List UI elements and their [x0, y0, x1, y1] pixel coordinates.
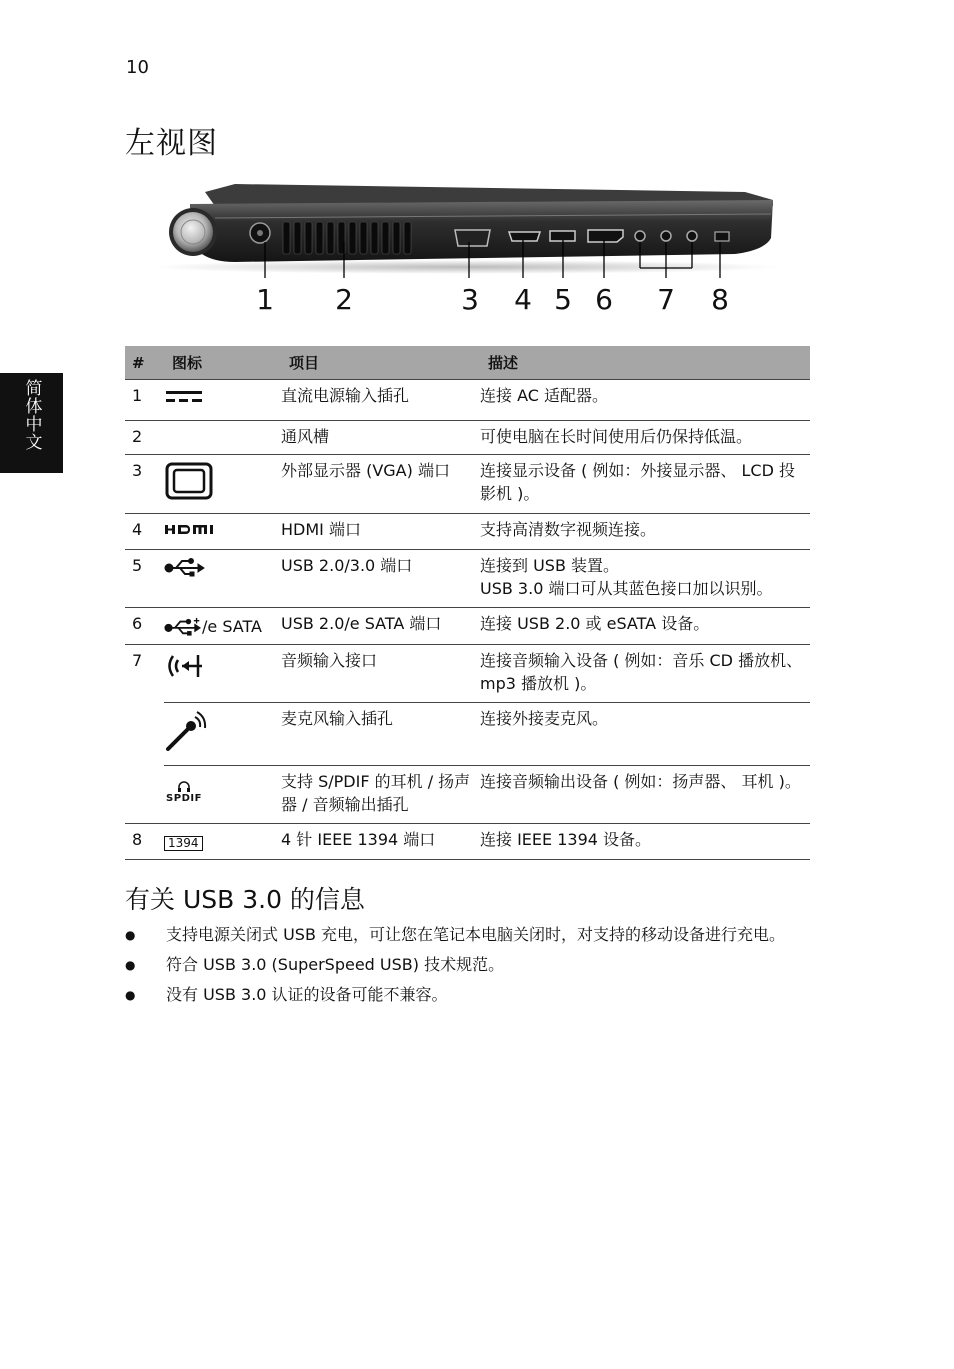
- row-number: [125, 703, 164, 766]
- callout-1: 1: [256, 283, 274, 316]
- table-row: [125, 380, 810, 421]
- row-description: 连接音频输出设备 ( 例如：扬声器、 耳机 )。: [480, 766, 810, 824]
- page-number: 10: [126, 57, 149, 78]
- row-description: 连接音频输入设备 ( 例如：音乐 CD 播放机、 mp3 播放机 )。: [480, 645, 810, 703]
- row-number: 5: [125, 550, 164, 608]
- row-description: 连接 USB 2.0 或 eSATA 设备。: [480, 608, 810, 645]
- table-row: [125, 455, 810, 514]
- row-number: 6: [125, 608, 164, 645]
- row-description: 连接 AC 适配器。: [480, 380, 810, 421]
- row-item: 通风槽: [281, 421, 480, 455]
- row-number: 8: [125, 824, 164, 860]
- callout-3: 3: [461, 283, 479, 316]
- row-item: 音频输入接口: [281, 645, 480, 703]
- side-tab-label: 简体中文: [21, 379, 42, 451]
- row-item: 4 针 IEEE 1394 端口: [281, 824, 480, 860]
- callout-8: 8: [711, 283, 729, 316]
- row-item: USB 2.0/e SATA 端口: [281, 608, 480, 645]
- row-number: 3: [125, 455, 164, 514]
- esata-icon-label: /e SATA: [202, 617, 262, 636]
- callout-4: 4: [514, 283, 532, 316]
- row-description: 支持高清数字视频连接。: [480, 514, 810, 550]
- header-number: #: [125, 346, 164, 380]
- row-number: 2: [125, 421, 164, 455]
- header-description: 描述: [480, 346, 810, 380]
- usb-esata-icon: [164, 617, 202, 637]
- row-item: HDMI 端口: [281, 514, 480, 550]
- callout-2: 2: [335, 283, 353, 316]
- table-row: [125, 608, 810, 645]
- list-item: ● 符合 USB 3.0 (SuperSpeed USB) 技术规范。: [125, 952, 815, 978]
- row-description: 连接到 USB 装置。: [480, 556, 620, 575]
- language-side-tab: [0, 373, 63, 473]
- header-icon: 图标: [164, 346, 281, 380]
- row-description: 连接显示设备 ( 例如：外接显示器、 LCD 投影机 )。: [480, 455, 810, 514]
- row-number: 7: [132, 651, 143, 670]
- row-item: 麦克风输入插孔: [281, 703, 480, 766]
- row-number: 4: [125, 514, 164, 550]
- port-callout-numbers: [0, 283, 954, 323]
- callout-5: 5: [554, 283, 572, 316]
- callout-7: 7: [657, 283, 675, 316]
- callout-6: 6: [595, 283, 613, 316]
- table-row: [125, 514, 810, 550]
- audio-in-icon: [164, 651, 206, 681]
- row-item: 直流电源输入插孔: [281, 380, 480, 421]
- table-header-row: [125, 346, 810, 380]
- headphone-spdif-icon: [164, 772, 204, 805]
- row-description: 可使电脑在长时间使用后仍保持低温。: [480, 421, 810, 455]
- row-description: 连接外接麦克风。: [480, 703, 810, 766]
- usb3-info-title: 有关 USB 3.0 的信息: [125, 885, 365, 914]
- list-item: ● 支持电源关闭式 USB 充电，可让您在笔记本电脑关闭时，对支持的移动设备进行充电。: [125, 922, 815, 948]
- headphone-icon: [177, 780, 191, 792]
- vga-monitor-icon: [164, 461, 214, 501]
- usb3-info-list: [125, 922, 815, 1012]
- usb-icon: [164, 556, 206, 578]
- table-row: [125, 824, 810, 860]
- row-item: 外部显示器 (VGA) 端口: [281, 455, 480, 514]
- ports-table: [125, 346, 810, 860]
- ieee1394-icon: 1394: [164, 836, 203, 851]
- row-description: 连接 IEEE 1394 设备。: [480, 824, 810, 860]
- table-row: [125, 550, 810, 608]
- row-item: 支持 S/PDIF 的耳机 / 扬声器 / 音频输出插孔: [281, 766, 480, 824]
- hdmi-icon: [164, 521, 222, 537]
- laptop-left-side-illustration: [145, 170, 785, 280]
- table-row: [125, 645, 810, 703]
- list-item: ● 没有 USB 3.0 认证的设备可能不兼容。: [125, 982, 815, 1008]
- row-description-note: USB 3.0 端口可从其蓝色接口加以识别。: [480, 579, 773, 598]
- table-row: [125, 703, 810, 766]
- spdif-label: SPDIF: [166, 793, 202, 804]
- table-row: [125, 421, 810, 455]
- header-item: 项目: [281, 346, 480, 380]
- section-title: 左视图: [125, 126, 218, 161]
- table-row: [125, 766, 810, 824]
- row-item: USB 2.0/3.0 端口: [281, 550, 480, 608]
- row-number: 1: [125, 380, 164, 421]
- dc-in-icon: [164, 386, 204, 408]
- row-number: [125, 766, 164, 824]
- microphone-icon: [164, 709, 208, 753]
